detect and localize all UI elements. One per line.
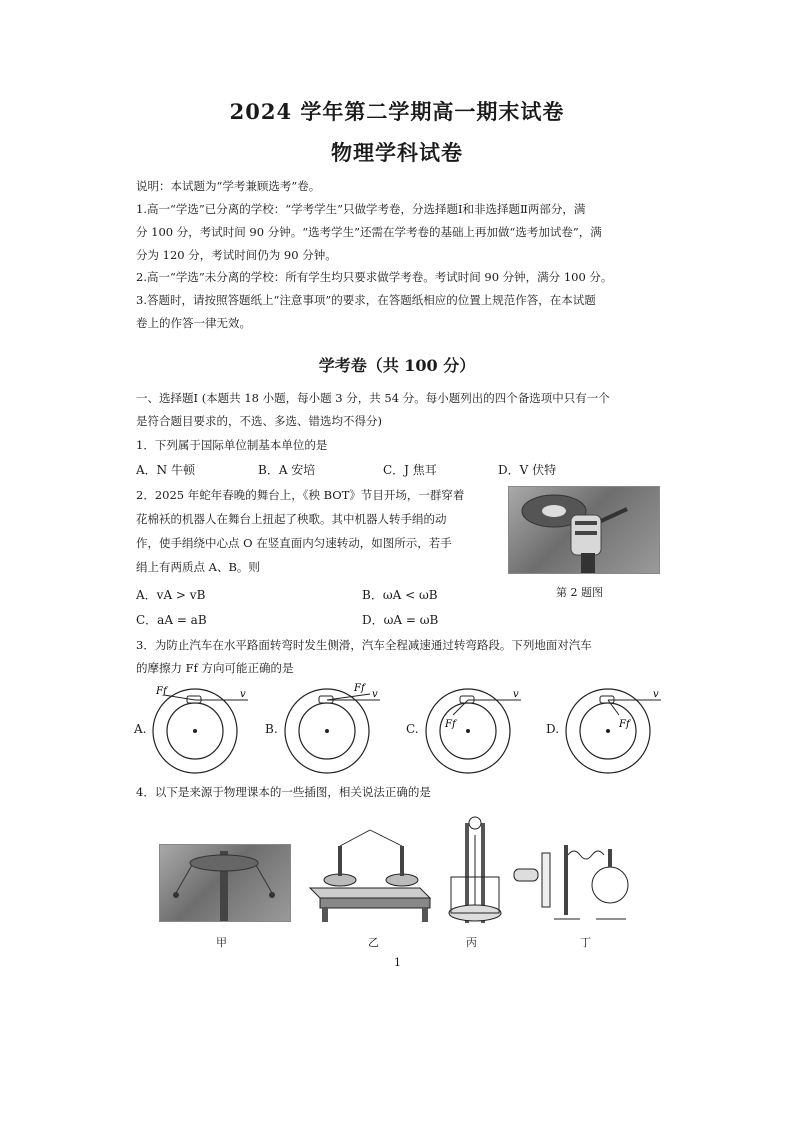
q2-option-b: B．ωA < ωB <box>362 588 438 602</box>
instruction-2: 2.高一“学选”未分离的学校：所有学生均只要求做学考卷。考试时间 90 分钟，满分 100 分。 <box>136 270 613 284</box>
q3-figure-c <box>423 683 533 778</box>
q3-a-force-label: Ff <box>156 686 167 697</box>
q3-figure-d <box>563 683 673 778</box>
q2-robot-photo <box>508 486 660 574</box>
q3-a-velocity-label: v <box>240 689 246 700</box>
q4-caption-yi: 乙 <box>368 936 379 949</box>
q3-option-c-label: C. <box>406 722 419 736</box>
q4-figure-bing <box>445 815 505 933</box>
instruction-3-line2: 卷上的作答一律无效。 <box>136 316 251 330</box>
q1-option-c: C．J 焦耳 <box>383 463 437 477</box>
q3-c-velocity-label: v <box>513 689 519 700</box>
q3-option-a-label: A. <box>134 722 147 736</box>
q4-figure-ding <box>510 835 640 927</box>
q4-figure-yi <box>300 828 436 928</box>
q3-line1: 3．为防止汽车在水平路面转弯时发生侧滑，汽车全程减速通过转弯路段。下列地面对汽车 <box>136 638 592 652</box>
q1-option-a: A．N 牛顿 <box>136 463 195 477</box>
instruction-3-line1: 3.答题时，请按照答题纸上“注意事项”的要求，在答题纸相应的位置上规范作答，在本试题 <box>136 293 596 307</box>
q2-caption: 第 2 题图 <box>556 586 603 599</box>
q2-line4: 绢上有两质点 A、B。则 <box>136 560 260 574</box>
part1-heading-line1: 一、选择题Ⅰ (本题共 18 小题，每小题 3 分，共 54 分。每小题列出的四个备选项中只有一个 <box>136 391 610 405</box>
q1-option-b: B．A 安培 <box>258 463 316 477</box>
instruction-1-line1: 1.高一“学选”已分离的学校：“学考学生”只做学考卷，分选择题Ⅰ和非选择题Ⅱ两部分，满 <box>136 202 586 216</box>
q4-stem: 4．以下是来源于物理课本的一些插图，相关说法正确的是 <box>136 785 431 799</box>
q3-d-force-label: Ff <box>619 719 630 730</box>
part1-heading-line2: 是符合题目要求的，不选、多选、错选均不得分) <box>136 414 382 428</box>
q2-option-c: C．aA = aB <box>136 613 207 627</box>
exam-subtitle: 物理学科试卷 <box>331 140 463 165</box>
instruction-1-line2: 分 100 分，考试时间 90 分钟。“选考学生”还需在学考卷的基础上再加做“选考加试卷”，满 <box>136 225 602 239</box>
q3-b-velocity-label: v <box>372 689 378 700</box>
q4-caption-ding: 丁 <box>580 936 591 949</box>
q3-b-force-label: Ff <box>354 683 365 694</box>
instruction-1-line3: 分为 120 分，考试时间仍为 90 分钟。 <box>136 248 337 262</box>
q2-option-d: D．ωA = ωB <box>362 613 439 627</box>
q1-stem: 1．下列属于国际单位制基本单位的是 <box>136 438 328 452</box>
q4-photo-jia <box>159 844 291 922</box>
instructions-intro: 说明：本试题为“学考兼顾选考”卷。 <box>136 179 321 193</box>
q2-option-a: A．vA > vB <box>136 588 206 602</box>
q1-option-d: D．V 伏特 <box>498 463 557 477</box>
q2-line1: 2．2025 年蛇年春晚的舞台上，《秧 BOT》节目开场，一群穿着 <box>136 488 465 502</box>
q4-caption-jia: 甲 <box>216 936 227 949</box>
section-title: 学考卷（共 100 分） <box>318 356 476 375</box>
q3-c-force-label: Ff <box>445 719 456 730</box>
q2-line3: 作，使手绢绕中心点 O 在竖直面内匀速转动，如图所示，若手 <box>136 536 452 550</box>
q3-figure-a <box>150 683 260 778</box>
q4-caption-bing: 丙 <box>466 936 477 949</box>
q3-figure-b <box>282 683 392 778</box>
exam-title: 2024 学年第二学期高一期末试卷 <box>229 99 565 124</box>
q2-line2: 花棉袄的机器人在舞台上扭起了秧歌。其中机器人转手绢的动 <box>136 512 447 526</box>
q3-option-d-label: D. <box>546 722 560 736</box>
q3-line2: 的摩擦力 Ff 方向可能正确的是 <box>136 661 294 675</box>
q3-d-velocity-label: v <box>653 689 659 700</box>
page-number: 1 <box>394 956 401 969</box>
q3-option-b-label: B. <box>265 722 278 736</box>
